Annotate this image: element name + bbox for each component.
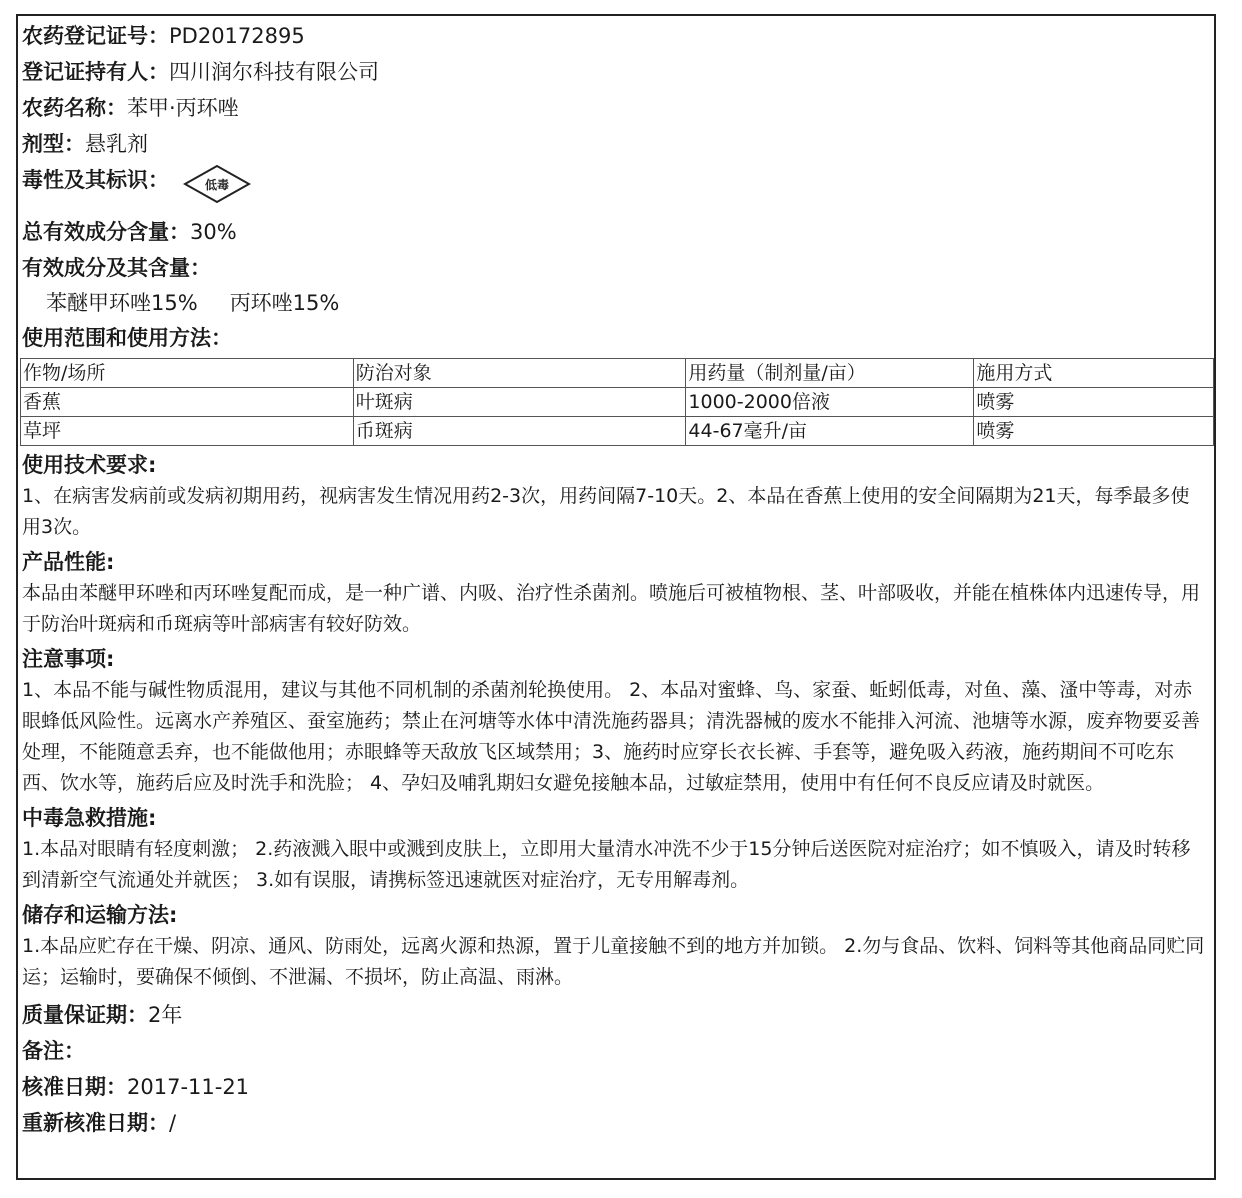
remarks-row xyxy=(22,1033,1210,1069)
ingredients-heading xyxy=(22,250,1210,286)
holder-row xyxy=(22,54,1210,90)
table-row xyxy=(21,417,1214,446)
table-header-row xyxy=(21,359,1214,388)
cautions-heading: 注意事项: xyxy=(22,647,115,671)
remarks-label: 备注： xyxy=(22,1039,85,1063)
total-content-row xyxy=(22,214,1210,250)
warranty-row xyxy=(22,997,1210,1033)
usage-table xyxy=(20,358,1214,446)
registration-number-row xyxy=(22,18,1210,54)
reapproval-date-value: / xyxy=(169,1111,177,1135)
toxicity-label: 毒性及其标识： xyxy=(22,168,169,192)
table-header-cell: 施用方式 xyxy=(974,359,1214,388)
reapproval-date-row xyxy=(22,1105,1210,1141)
ingredients-list xyxy=(22,286,1210,320)
registration-number-label: 农药登记证号： xyxy=(22,24,169,48)
low-toxicity-icon xyxy=(183,164,251,215)
storage-text: 1.本品应贮存在干燥、阴凉、通风、防雨处，远离火源和热源，置于儿童接触不到的地方并加锁。 2.勿与食品、饮料、饲料等其他商品同贮同运；运输时，要确保不倾倒、不泄漏、不损坏，防止高温、雨淋。 xyxy=(22,935,1205,988)
table-cell: 币斑病 xyxy=(353,417,686,446)
table-cell: 香蕉 xyxy=(21,388,354,417)
tech-requirements-text: 1、在病害发病前或发病初期用药，视病害发生情况用药2-3次，用药间隔7-10天。2、本品在香蕉上使用的安全间隔期为21天，每季最多使用3次。 xyxy=(22,485,1190,538)
formulation-row xyxy=(22,126,1210,162)
table-header-cell: 用药量（制剂量/亩） xyxy=(686,359,974,388)
product-name-label: 农药名称： xyxy=(22,96,127,120)
cautions-text: 1、本品不能与碱性物质混用，建议与其他不同机制的杀菌剂轮换使用。 2、本品对蜜蜂、鸟、家蚕、蚯蚓低毒，对鱼、藻、溞中等毒，对赤眼蜂低风险性。远离水产养殖区、蚕室施药；禁止在河塘等水体中清洗施药器具；清洗器械的废水不能排入河流、池塘等水源，废弃物要妥善处理，不能随意丢弃，也不能做他用；赤眼蜂等天敌放飞区域禁用；3、施药时应穿长衣长裤、手套等，避免吸入药液，施药期间不可吃东西、饮水等，施药后应及时洗手和洗脸； 4、孕妇及哺乳期妇女避免接触本品，过敏症禁用，使用中有任何不良反应请及时就医。 xyxy=(22,679,1201,794)
ingredients-label: 有效成分及其含量： xyxy=(22,256,211,280)
total-content-value: 30% xyxy=(190,220,237,244)
ingredient-item: 苯醚甲环唑15% xyxy=(46,291,198,315)
table-cell: 44-67毫升/亩 xyxy=(686,417,974,446)
approval-date-label: 核准日期： xyxy=(22,1075,127,1099)
registration-number-value: PD20172895 xyxy=(169,24,305,48)
formulation-label: 剂型： xyxy=(22,132,85,156)
table-header-cell: 作物/场所 xyxy=(21,359,354,388)
approval-date-value: 2017-11-21 xyxy=(127,1075,250,1099)
usage-label: 使用范围和使用方法： xyxy=(22,326,232,350)
holder-value: 四川润尔科技有限公司 xyxy=(169,60,379,84)
first-aid-heading: 中毒急救措施: xyxy=(22,806,157,830)
tech-requirements-heading: 使用技术要求: xyxy=(22,453,157,477)
first-aid-text: 1.本品对眼睛有轻度刺激； 2.药液溅入眼中或溅到皮肤上，立即用大量清水冲洗不少于15分钟后送医院对症治疗；如不慎吸入，请及时转移到清新空气流通处并就医； 3.如有误服，请携标签迅速就医对症治疗，无专用解毒剂。 xyxy=(22,838,1191,891)
table-row xyxy=(21,388,1214,417)
product-name-value: 苯甲·丙环唑 xyxy=(127,96,239,120)
total-content-label: 总有效成分含量： xyxy=(22,220,190,244)
performance-heading: 产品性能: xyxy=(22,550,115,574)
usage-heading xyxy=(22,320,1210,356)
table-cell: 喷雾 xyxy=(974,388,1214,417)
storage-heading: 储存和运输方法: xyxy=(22,903,178,927)
holder-label: 登记证持有人： xyxy=(22,60,169,84)
ingredient-item: 丙环唑15% xyxy=(229,291,340,315)
product-name-row xyxy=(22,90,1210,126)
table-cell: 1000-2000倍液 xyxy=(686,388,974,417)
svg-text:低毒: 低毒 xyxy=(204,178,230,192)
table-cell: 喷雾 xyxy=(974,417,1214,446)
table-cell: 叶斑病 xyxy=(353,388,686,417)
approval-date-row xyxy=(22,1069,1210,1105)
warranty-label: 质量保证期： xyxy=(22,1003,148,1027)
table-header-cell: 防治对象 xyxy=(353,359,686,388)
formulation-value: 悬乳剂 xyxy=(85,132,148,156)
performance-text: 本品由苯醚甲环唑和丙环唑复配而成，是一种广谱、内吸、治疗性杀菌剂。喷施后可被植物根、茎、叶部吸收，并能在植株体内迅速传导，用于防治叶斑病和币斑病等叶部病害有较好防效。 xyxy=(22,582,1201,635)
toxicity-row xyxy=(22,162,1210,214)
table-cell: 草坪 xyxy=(21,417,354,446)
pesticide-registration-sheet xyxy=(16,14,1216,1180)
warranty-value: 2年 xyxy=(148,1003,183,1027)
reapproval-date-label: 重新核准日期： xyxy=(22,1111,169,1135)
